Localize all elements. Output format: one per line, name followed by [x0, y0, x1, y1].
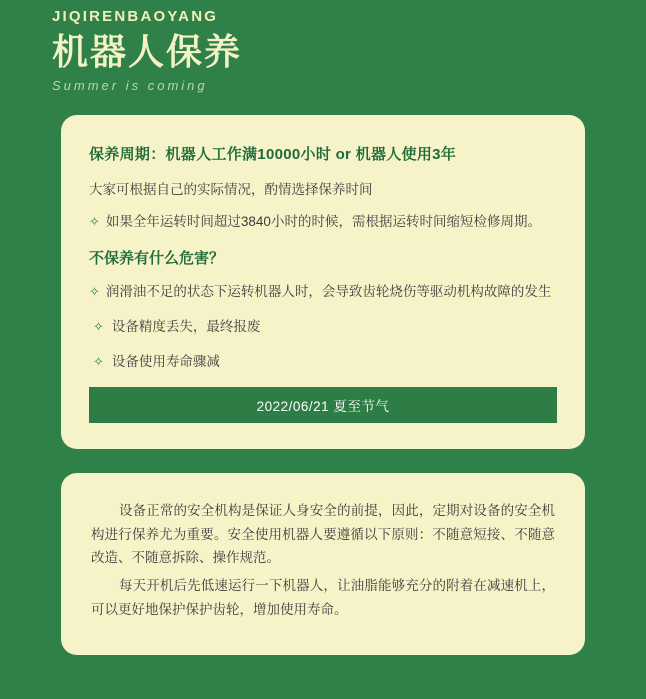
maintenance-cycle-lead: 保养周期：机器人工作满10000小时 or 机器人使用3年 [89, 146, 457, 164]
list-item [89, 317, 557, 338]
flower-bullet-icon: ✧ [89, 214, 100, 230]
solar-term-date-bar: 2022/06/21 夏至节气 [89, 387, 557, 423]
flower-bullet-icon: ✧ [89, 284, 100, 300]
header-subtitle: Summer is coming [52, 78, 208, 94]
safety-paragraph-2: 每天开机后先低速运行一下机器人，让油脂能够充分的附着在减速机上，可以更好地保护保护齿轮，增加使用寿命。 [91, 577, 555, 617]
safety-paragraph-1: 设备正常的安全机构是保证人身安全的前提，因此，定期对设备的安全机构进行保养尤为重要。安全使用机器人要遵循以下原则：不随意短接、不随意改造、不随意拆除、操作规范。 [91, 503, 555, 566]
list-item [89, 352, 557, 373]
header-pinyin: JIQIRENBAOYANG [52, 8, 219, 25]
safety-notes-card [61, 473, 585, 655]
list-item [89, 212, 557, 233]
maintenance-info-card [61, 115, 585, 449]
poster-header [0, 0, 646, 93]
flower-bullet-icon: ✧ [93, 354, 104, 370]
page-title: 机器人保养 [52, 31, 243, 72]
maintenance-card-body [89, 143, 557, 423]
list-item [89, 282, 557, 303]
list-item-text: 设备精度丢失，最终报废 [111, 319, 261, 335]
harm-question-heading: 不保养有什么危害？ [89, 250, 225, 268]
list-item-text: 润滑油不足的状态下运转机器人时，会导致齿轮烧伤等驱动机构故障的发生 [105, 284, 552, 300]
maintenance-note: 大家可根据自己的实际情况，酌情选择保养时间 [89, 182, 373, 198]
list-item-text: 设备使用寿命骤减 [111, 354, 220, 370]
list-item-text: 如果全年运转时间超过3840小时的时候，需根据运转时间缩短检修周期。 [105, 214, 541, 230]
flower-bullet-icon: ✧ [93, 319, 104, 335]
